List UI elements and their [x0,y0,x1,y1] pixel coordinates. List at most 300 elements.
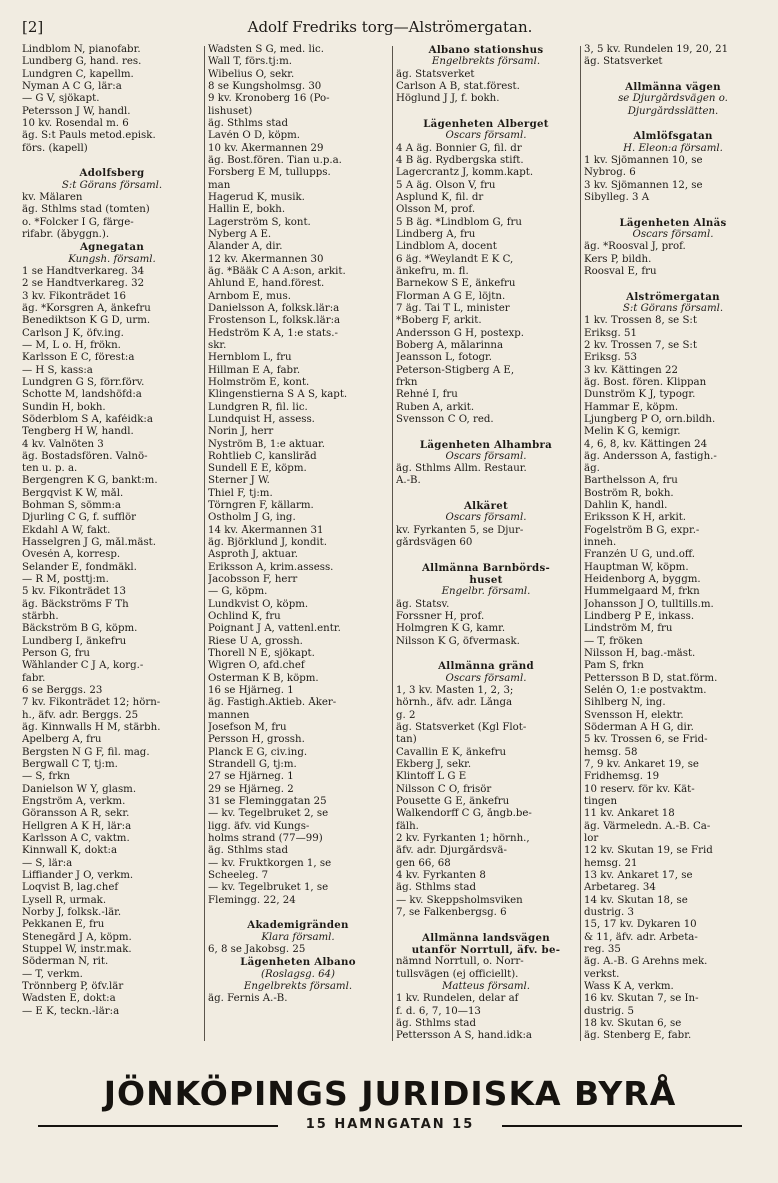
directory-line: f. d. 6, 7, 10—13 [396,1005,481,1017]
spacer-line [396,919,576,931]
directory-line: H. Eleon:a församl. [623,142,723,154]
directory-line: 12 kv. Skutan 19, se Frid [584,845,713,857]
directory-line: Bergsten N G F, fil. mag. [22,746,150,758]
directory-line: Lindberg A, fru [396,228,476,240]
directory-line: Jacobsson F, herr [208,574,298,586]
directory-line: Hauptman W, köpm. [584,561,689,573]
directory-line: *Boberg F, arkit. [396,315,482,327]
directory-line: 4 A äg. Bonnier G, fil. dr [396,142,522,154]
directory-line: Melin K G, kemigr. [584,426,681,438]
directory-line: 5 A äg. Olson V, fru [396,179,496,191]
spacer-line [396,549,576,561]
directory-line: Trönnberg P, öfv.lär [22,980,124,992]
directory-line: Lundgren C, kapellm. [22,68,134,80]
directory-line: g. 2 [396,709,416,721]
directory-line: Petersson J W, handl. [22,105,131,117]
directory-line: dustrig. 3 [584,906,635,918]
directory-line: äg. *Bääk C A A:son, arkit. [208,265,346,277]
directory-line: Peterson-Stigberg A E, [396,364,515,376]
directory-line: h., äfv. adr. Berggs. 25 [22,709,139,721]
directory-line: Nyberg A E. [208,228,272,240]
directory-line: S:t Görans församl. [61,179,163,191]
decorative-rule [502,1125,742,1127]
directory-line: 2 se Handtverkareg. 32 [22,278,145,290]
directory-line: Ålander A, dir. [208,241,283,253]
directory-line: Olsson M, prof. [396,204,476,216]
directory-line: Apelberg A, fru [22,734,102,746]
column-3 [396,44,576,1044]
directory-line: Scheeleg. 7 [208,869,269,881]
directory-line: Rohtlieb C, kansliråd [208,450,317,462]
directory-line: äg. Sthlms stad [396,1017,477,1029]
directory-line: 7, 9 kv. Ankaret 19, se [584,759,699,771]
directory-line: 3 kv. Kättingen 22 [584,364,678,376]
directory-line: kv. Fyrkanten 5, se Djur- [396,524,524,536]
directory-line: äg. Sthlms stad (tomten) [22,204,150,216]
directory-line: Matteus församl. [442,980,530,992]
directory-line: Thorell N E, sjökapt. [208,648,315,660]
directory-line: äg. Bost.fören. Tian u.p.a. [208,154,342,166]
directory-line: 7 kv. Fikonträdet 12; hörn- [22,697,161,709]
directory-line: Rehné I, fru [396,389,458,401]
directory-line: 4 B äg. Rydbergska stift. [396,154,524,166]
directory-line: äg. Värmeledn. A.-B. Ca- [584,820,711,832]
directory-line: 31 se Fleminggatan 25 [208,796,327,808]
directory-line: äg. Fastigh.Aktieb. Åker- [208,697,337,709]
directory-line: Heidenborg A, byggm. [584,574,701,586]
directory-line: Pousette G E, änkefru [396,796,510,808]
spacer-line [584,278,762,290]
directory-line: Lundgren R, fil. lic. [208,401,308,413]
directory-line: Roosval E, fru [584,265,657,277]
directory-line: 1 kv. Rundelen, delar af [396,993,519,1005]
directory-line: Lindberg P E, inkass. [584,611,695,623]
directory-line: reg. 35 [584,943,621,955]
page-header [18,14,762,44]
directory-line: Ovesén A, korresp. [22,549,121,561]
spacer-line [22,155,202,167]
directory-line: Ekdahl A W, fakt. [22,524,111,536]
directory-line: äg. Bäckströms F Th [22,598,129,610]
directory-line: 3 kv. Sjömannen 12, se [584,179,703,191]
directory-line: 10 kv. Rosendal m. 6 [22,117,129,129]
directory-line: 6 se Berggs. 23 [22,685,103,697]
directory-line: (Roslagsg. 64) [260,968,336,980]
directory-line: Barthelsson A, fru [584,475,678,487]
directory-line: äg. S:t Pauls metod.episk. [22,130,156,142]
directory-line: Eriksson K H, arkit. [584,512,687,524]
directory-line: Hammar E, köpm. [584,401,679,413]
directory-line: — M, L o. H, frökn. [22,339,121,351]
directory-line: Planck E G, civ.ing. [208,746,308,758]
advertisement-address: 15 HAMNGATAN 15 [305,1117,475,1132]
directory-line: Ahlund E, hand.förest. [208,278,325,290]
column-divider [204,46,205,1041]
directory-line: 1 kv. Trossen 8, se S:t [584,315,697,327]
directory-line: Lägenheten Alhambra [419,438,553,451]
directory-line: Norin J, herr [208,426,274,438]
directory-line: Sterner J W. [208,475,270,487]
directory-line: Kinnwall K, dokt:a [22,845,118,857]
directory-line: fälh. [396,820,419,832]
directory-line: äg. Sthlms Allm. Restaur. [396,463,527,475]
directory-line: — R M, posttj:m. [22,574,109,586]
spacer-line [396,106,576,118]
directory-line: ten u. p. a. [22,463,78,475]
directory-line: Lundkvist O, köpm. [208,598,309,610]
directory-line: Hernblom L, fru [208,352,292,364]
directory-line: Stenegård J A, köpm. [22,931,132,943]
directory-line: Lundgren G S, förr.förv. [22,376,145,388]
spacer-line [208,907,388,919]
directory-line: 3 kv. Fikonträdet 16 [22,290,126,302]
directory-line: äg. Statsverket (Kgl Flot- [396,722,527,734]
directory-line: förs. (kapell) [22,142,88,154]
directory-line: Engelbr. församl. [441,586,531,598]
directory-line: Loqvist B, lag.chef [22,882,119,894]
directory-line: Törngren F, källarm. [208,500,314,512]
directory-line: Oscars församl. [445,512,527,524]
directory-line: Nyman A C G, lär:a [22,80,122,92]
directory-line: Karlsson E C, förest:a [22,352,135,364]
directory-line: frkn [396,376,418,388]
directory-line: huset [469,574,503,587]
directory-line: Cavallin E K, änkefru [396,746,507,758]
directory-line: 6, 8 se Jakobsg. 25 [208,943,306,955]
directory-line: verkst. [584,968,620,980]
directory-line: 10 kv. Åkermannen 29 [208,142,324,154]
directory-line: Florman A G E, löjtn. [396,290,506,302]
directory-line: Boström R, bokh. [584,487,674,499]
directory-line: Arnbom E, mus. [208,290,291,302]
directory-line: Oscars församl. [445,450,527,462]
directory-line: & 11, äfv. adr. Arbeta- [584,931,698,943]
directory-line: se Djurgårdsvägen o. [618,93,728,105]
column-divider [392,46,393,1041]
directory-line: 6 äg. *Weylandt E K C, [396,253,514,265]
directory-line: Lagercrantz J, komm.kapt. [396,167,534,179]
directory-line: 29 se Hjärneg. 2 [208,783,294,795]
directory-line: Djurling C G, f. sufflör [22,512,137,524]
directory-line: lor [584,833,599,844]
directory-line: — kv. Fruktkorgen 1, se [208,857,332,869]
directory-line: äg. Kinnwalls H M, stärbh. [22,722,161,734]
directory-line: Carlson J K, öfv.ing. [22,327,124,339]
directory-line: Schotte M, landshöfd:a [22,389,142,401]
directory-line: Sundin H, bokh. [22,401,106,413]
directory-line: 13 kv. Ankaret 17, se [584,869,693,881]
directory-line: Boberg A, målarinna [396,339,504,351]
directory-line: Jeansson L, fotogr. [396,352,493,364]
directory-line: Hedström K A, 1:e stats.- [208,327,338,339]
directory-line: änkefru, m. fl. [396,265,469,277]
directory-line: Oscars församl. [445,130,527,142]
directory-line: äg. A.-B. G Arehns mek. [584,956,708,968]
directory-line: äfv. adr. Djurgårdsvä- [396,845,507,857]
directory-line: Bergwall C T, tj:m. [22,759,118,771]
directory-line: Eriksg. 53 [584,352,637,364]
directory-line: — G V, sjökapt. [22,93,100,105]
directory-line: o. *Folcker I G, färge- [22,216,134,228]
directory-line: Lindblom A, docent [396,241,497,253]
directory-line: Albano stationshus [428,44,544,56]
directory-line: Almlöfsgatan [633,130,713,143]
directory-line: tan) [396,734,417,746]
directory-line: Nybrog. 6 [584,167,636,179]
directory-line: skr. [208,339,227,351]
directory-line: — kv. Tegelbruket 1, se [208,882,329,894]
directory-line: Hasselgren J G, mål.mäst. [22,537,157,549]
directory-line: — S, lär:a [22,857,73,869]
column-divider [580,46,581,1041]
spacer-line [396,648,576,660]
directory-line: Forsberg E M, tullupps. [208,167,331,179]
directory-line: Hillman E A, fabr. [208,364,301,376]
directory-line: äg. Björklund J, kondit. [208,537,327,549]
directory-line: utanför Norrtull, äfv. be- [411,943,561,956]
directory-line: Hallin E, bokh. [208,204,286,216]
directory-line: Wall T, förs.tj:m. [208,56,293,68]
directory-line: stärbh. [22,611,59,623]
directory-line: Lundberg I, änkefru [22,635,127,647]
column-1 [22,44,202,1044]
directory-line: Lundberg G, hand. res. [22,56,142,68]
directory-line: Eriksg. 51 [584,327,637,339]
column-2 [208,44,388,1044]
directory-line: Poignant J A, vattenl.entr. [208,623,341,635]
directory-line: Alkäret [463,500,509,513]
directory-line: Österman K B, köpm. [208,672,319,684]
directory-line: äg. Statsverket [396,68,475,80]
directory-line: Pekkanen E, fru [22,919,105,931]
page-title: Adolf Fredriks torg—Alströmergatan. [247,18,533,36]
directory-line: 5 kv. Trossen 6, se Frid- [584,734,708,746]
directory-line: äg. Fernis A.-B. [208,993,288,1005]
directory-line: 16 kv. Skutan 7, se In- [584,993,699,1005]
directory-line: Dahlin K, handl. [584,500,668,512]
directory-line: Selén O, 1:e postvaktm. [584,685,707,697]
spacer-line [396,488,576,500]
spacer-line [584,204,762,216]
directory-line: Svensson H, elektr. [584,709,684,721]
page-number: [2] [22,18,44,36]
directory-line: 1 kv. Sjömannen 10, se [584,154,703,166]
directory-line: ligg. äfv. vid Kungs- [208,820,310,832]
directory-line: 2 kv. Trossen 7, se S:t [584,339,697,351]
directory-line: — kv. Skeppsholmsviken [396,894,523,906]
directory-line: Pettersson B D, stat.förm. [584,672,718,684]
directory-line: holms strand (77—99) [208,833,323,844]
directory-line: Norby J, folksk.-lär. [22,906,122,918]
directory-line: Allmänna Barnbörds- [421,561,551,574]
directory-line: Klara församl. [261,931,335,943]
spacer-line [396,426,576,438]
directory-line: Frostenson L, folksk.lär:a [208,315,341,327]
directory-line: Höglund J J, f. bokh. [396,93,500,105]
directory-line: äg. Sthlms stad [396,882,477,894]
directory-line: Wåhlander C J A, korg.- [22,660,144,672]
directory-line: 11 kv. Ankaret 18 [584,808,675,820]
directory-line: Allmänna gränd [438,660,534,673]
directory-line: Carlson A B, stat.förest. [396,80,520,92]
directory-line: — E K, teckn.-lär:a [22,1005,120,1017]
advertisement-address-row [18,1117,762,1133]
directory-line: Thiel F, tj:m. [208,487,273,499]
directory-line: Lindblom N, pianofabr. [22,44,141,55]
directory-line: Ljungberg P O, orn.bildh. [584,413,716,425]
directory-line: 1, 3 kv. Masten 1, 2, 3; [396,685,514,697]
directory-line: Adolfsberg [79,167,145,180]
directory-line: äg. [584,463,600,475]
directory-line: Bergengren K G, bankt:m. [22,475,158,487]
directory-line: Östholm J G, ing. [208,512,296,524]
directory-page [18,14,762,1169]
directory-line: 9 kv. Kronoberg 16 (Po- [208,93,330,105]
directory-line: Nilsson C O, frisör [396,783,492,795]
directory-line: Wadsten S G, med. lic. [208,44,324,55]
directory-line: äg. Sthlms stad [208,845,289,857]
directory-line: 2 kv. Fyrkanten 1; hörnh., [396,833,530,844]
directory-line: Agnegatan [79,241,145,254]
directory-line: äg. *Korsgren A, änkefru [22,302,151,314]
directory-line: Bäckström B G, köpm. [22,623,138,635]
directory-line: Nilsson K G, öfvermask. [396,635,520,647]
directory-line: Strandell G, tj:m. [208,759,297,771]
directory-line: Kungsh. församl. [68,253,156,265]
directory-line: hemsg. 21 [584,857,638,869]
directory-line: Klintoff L G E [396,771,467,783]
directory-line: Dunström K J, typogr. [584,389,696,401]
directory-line: Barnekow S E, änkefru [396,278,516,290]
directory-line: Bergqvist K W, mål. [22,487,124,499]
directory-line: Lagerström S, kont. [208,216,311,228]
directory-line: äg. Andersson A, fastigh.- [584,450,717,462]
directory-line: Danielsson A, folksk.lär:a [208,302,340,314]
directory-line: 4 kv. Valnöten 3 [22,438,104,450]
directory-line: Arbetareg. 34 [584,882,656,894]
directory-line: Persson H, grossh. [208,734,305,746]
directory-line: fabr. [22,672,46,684]
directory-line: äg. Bost. fören. Klippan [584,376,707,388]
directory-line: 15, 17 kv. Dykaren 10 [584,919,697,931]
directory-line: Karlsson A C, vaktm. [22,833,130,844]
directory-line: nämnd Norrtull, o. Norr- [396,956,524,968]
directory-line: äg. Statsverket [584,56,663,68]
directory-line: lishuset) [208,105,253,117]
directory-line: 4 kv. Fyrkanten 8 [396,869,486,881]
directory-line: 8 se Kungsholmsg. 30 [208,80,322,92]
directory-line: Lysell R, urmak. [22,894,107,906]
directory-line: tingen [584,796,618,808]
directory-line: äg. Sthlms stad [208,117,289,129]
directory-line: 27 se Hjärneg. 1 [208,771,294,783]
directory-line: Lindström M, fru [584,623,673,635]
directory-line: Flemingg. 22, 24 [208,894,296,906]
directory-line: Hellgren A K H, lär:a [22,820,132,832]
directory-line: Holmström E, kont. [208,376,310,388]
directory-line: Lägenheten Alnäs [619,216,727,229]
directory-line: Liffiander J O, verkm. [22,869,134,881]
directory-line: A.-B. [396,475,421,487]
directory-line: Fogelström B G, expr.- [584,524,700,536]
directory-line: 18 kv. Skutan 6, se [584,1017,682,1029]
directory-line: Wigren O, afd.chef [208,660,305,672]
directory-line: Pettersson A S, hand.idk:a [396,1030,533,1042]
directory-line: 5 kv. Fikonträdet 13 [22,586,126,598]
directory-line: Oscars församl. [632,228,714,240]
directory-line: Lavén O D, köpm. [208,130,301,142]
directory-line: Söderman A H G, dir. [584,722,694,734]
directory-line: Asproth J, aktuar. [208,549,298,561]
directory-line: äg. *Roosval J, prof. [584,241,686,253]
directory-line: hemsg. 58 [584,746,638,758]
column-4 [584,44,762,1044]
directory-line: Lägenheten Alberget [423,117,549,130]
directory-line: Andersson G H, postexp. [396,327,524,339]
directory-line: äg. Statsv. [396,598,450,610]
directory-line: Sundell E E, köpm. [208,463,307,475]
directory-line: Holmgren K G, kamr. [396,623,506,635]
directory-line: hörnh., äfv. adr. Långa [396,697,513,709]
directory-line: Hummelgaard M, frkn [584,586,700,598]
directory-line: 16 se Hjärneg. 1 [208,685,294,697]
directory-line: äg. Bostadsfören. Valnö- [22,450,148,462]
directory-line: 12 kv. Åkermannen 30 [208,253,324,265]
directory-line: Alströmergatan [626,290,720,303]
directory-line: Bohman S, sömm:a [22,500,121,512]
directory-line: gen 66, 68 [396,857,451,869]
directory-line: Sibylleg. 3 A [584,191,650,203]
directory-line: dustrig. 5 [584,1005,635,1017]
directory-line: S:t Görans församl. [622,302,724,314]
directory-line: — H S, kass:a [22,364,93,376]
directory-line: Allmänna landsvägen [422,931,550,944]
directory-line: 7 äg. Tai T L, minister [396,302,510,314]
directory-line: Wass K A, verkm. [584,980,674,992]
directory-line: Engelbrekts församl. [243,980,353,992]
directory-line: Djurgårdsslätten. [627,105,719,117]
directory-line: 14 kv. Skutan 18, se [584,894,688,906]
directory-line: Engström A, verkm. [22,796,126,808]
directory-line: 10 reserv. för kv. Kät- [584,783,695,795]
spacer-line [584,118,762,130]
directory-line: Riese U A, grossh. [208,635,303,647]
directory-line: Allmänna vägen [625,80,721,93]
directory-line: Asplund K, fil. dr [396,191,484,203]
directory-line: Lundquist H, assess. [208,413,315,425]
directory-line: Akademigränden [247,919,349,932]
directory-line: Fridhemsg. 19 [584,771,660,783]
directory-line: Ochlind K, fru [208,611,281,623]
directory-line: Ekberg J, sekr. [396,759,472,771]
directory-line: Wibelius O, sekr. [208,68,295,80]
directory-line: — S, frkn [22,771,70,783]
columns [18,44,762,1044]
directory-line: Kers P, bildh. [584,253,652,265]
directory-line: Franzén U G, und.off. [584,549,695,561]
advertisement-name: JÖNKÖPINGS JURIDISKA BYRÅ [103,1074,677,1113]
directory-line: inneh. [584,537,617,549]
directory-line: Engelbrekts församl. [431,56,541,68]
directory-line: — T, verkm. [22,968,83,980]
directory-line: Danielson W Y, glasm. [22,783,137,795]
directory-line: — T, fröken [584,635,643,647]
directory-line: Stuppel W, instr.mak. [22,943,132,955]
directory-line: rifabr. (åbyggn.). [22,228,110,240]
directory-line: mannen [208,709,250,721]
advertisement-banner [18,1074,762,1134]
directory-line: Nyström B, 1:e aktuar. [208,438,326,450]
